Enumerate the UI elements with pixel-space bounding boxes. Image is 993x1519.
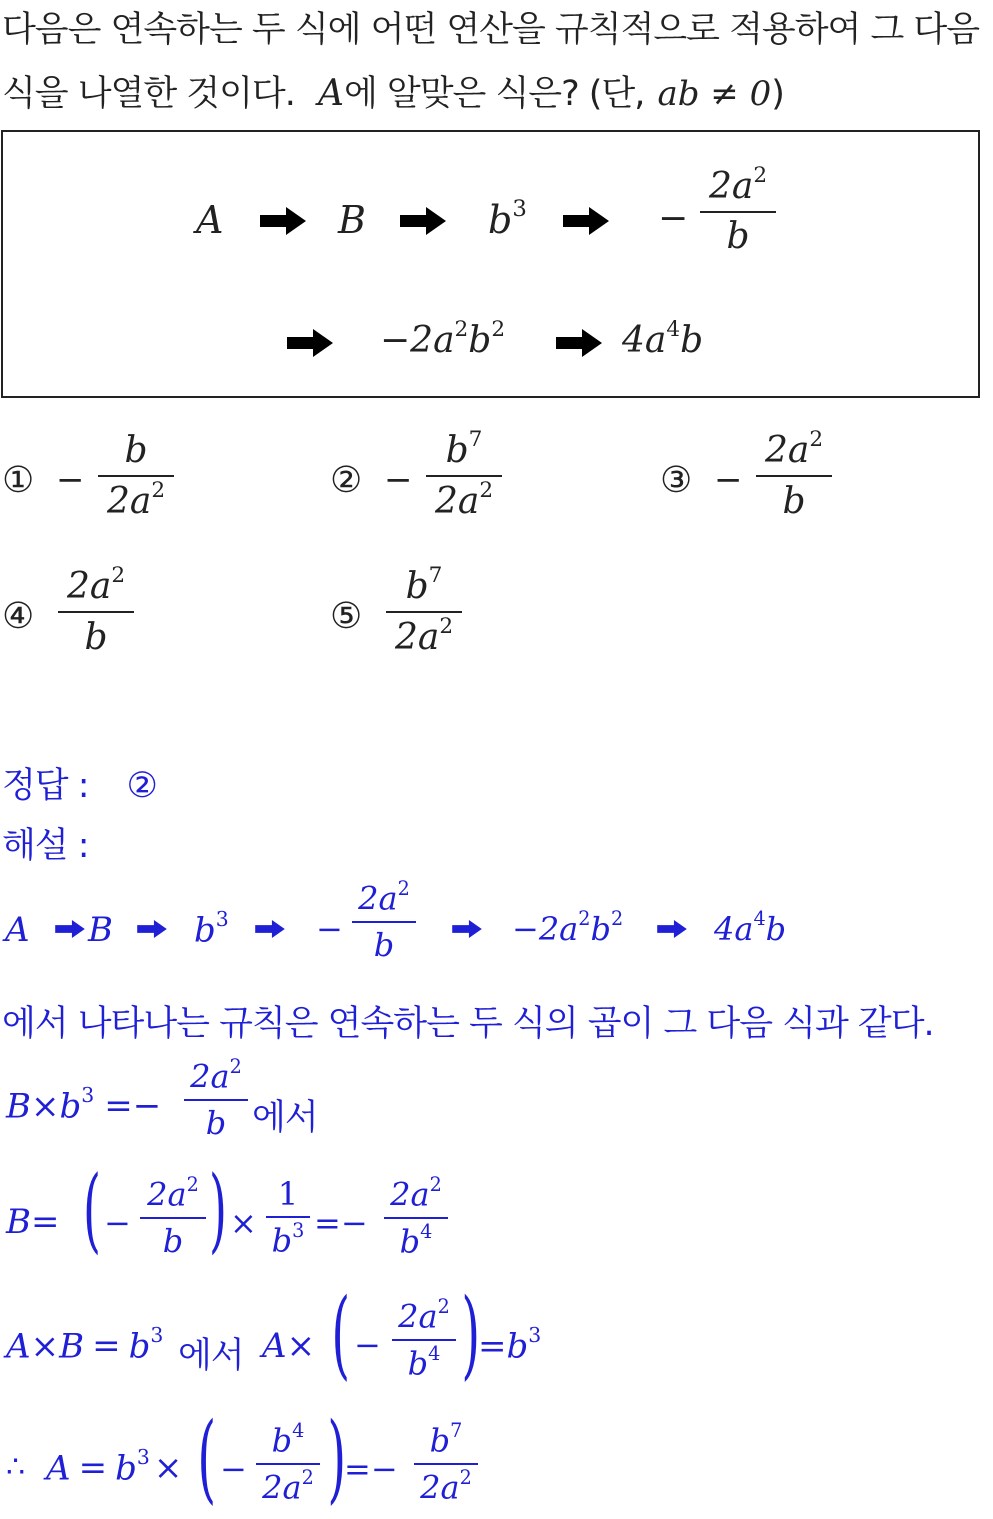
seq-fraction: $2a^2$ b	[700, 168, 776, 255]
answer-line: 정답 : ②	[2, 766, 157, 806]
eq4-fraction-2: $b^7$ $2a^2$	[414, 1424, 478, 1503]
eq3-paren-right: )	[461, 1278, 481, 1390]
choice-sign: −	[56, 460, 85, 500]
eq1-tail: 에서	[252, 1098, 318, 1138]
seq-minus: −	[658, 198, 689, 239]
eq2-equals: =−	[314, 1204, 368, 1242]
eq3-lhs: $A\times B = b^3$	[6, 1322, 164, 1367]
arrow-icon	[400, 207, 446, 235]
eq2-times: ×	[230, 1204, 257, 1242]
eq1-fraction: $2a^2$ b	[184, 1060, 248, 1139]
seq-term6: $4a^4b$	[622, 316, 704, 361]
arrow-icon	[452, 920, 482, 938]
question-line-1: 다음은 연속하는 두 식에 어떤 연산을 규칙적으로 적용하여 그 다음	[2, 10, 980, 50]
choice-sign: −	[384, 460, 413, 500]
exp-seq-B: B	[88, 910, 113, 950]
eq2-paren-left: (	[82, 1156, 101, 1263]
eq1-lhs: $B\times b^3$ =−	[6, 1082, 162, 1127]
question-line-2: 식을 나열한 것이다. A에 알맞은 식은? (단, ab ≠ 0)	[2, 73, 784, 114]
exp-seq-minus: −	[316, 910, 343, 948]
choice-mark: ③	[660, 460, 693, 501]
eq4-lhs: $A = b^3$ ×	[46, 1444, 183, 1489]
seq-term5: $-2a^2b^2$	[380, 316, 506, 361]
eq2-lhs: B=	[6, 1202, 60, 1242]
arrow-icon	[287, 329, 333, 357]
choice-fraction: $2a^2$ b	[58, 568, 134, 656]
arrow-icon	[255, 920, 285, 938]
seq-A: A	[196, 198, 224, 242]
choice-1[interactable]	[2, 430, 302, 540]
choice-mark: ②	[330, 460, 363, 501]
therefore-icon: ∴	[6, 1450, 26, 1485]
eq4-fraction-1: $b^4$ $2a^2$	[256, 1424, 320, 1503]
eq2-fraction-1: $2a^2$ b	[140, 1178, 206, 1257]
choice-5[interactable]	[330, 562, 630, 676]
choice-2[interactable]	[330, 426, 630, 540]
eq2-paren-right: )	[208, 1156, 227, 1263]
arrow-icon	[260, 207, 306, 235]
choice-mark: ①	[2, 460, 35, 501]
seq-B: B	[338, 198, 366, 242]
eq4-paren-right: )	[327, 1402, 347, 1514]
eq3-minus: −	[354, 1326, 381, 1364]
choice-4[interactable]	[2, 562, 302, 676]
eq2-minus: −	[104, 1204, 131, 1242]
eq3-A: A×	[262, 1326, 316, 1366]
choice-fraction: $b^7$ $2a^2$	[426, 432, 502, 520]
choice-fraction: b $2a^2$	[98, 432, 174, 520]
choice-sign: −	[714, 460, 743, 500]
exp-seq-A: A	[5, 910, 30, 950]
arrow-icon	[55, 920, 85, 938]
eq4-equals: =−	[344, 1450, 398, 1488]
choice-fraction: $b^7$ $2a^2$	[386, 568, 462, 656]
arrow-icon	[137, 920, 167, 938]
choice-mark: ④	[2, 596, 35, 637]
arrow-icon	[657, 920, 687, 938]
choice-fraction: $2a^2$ b	[756, 432, 832, 520]
eq3-mid: 에서	[178, 1336, 244, 1376]
seq-b3: $b^3$	[488, 195, 527, 242]
eq3-paren-left: (	[331, 1278, 351, 1390]
exp-seq-term5: $-2a^2b^2$	[512, 907, 624, 948]
arrow-icon	[556, 329, 602, 357]
explanation-label: 해설 :	[2, 826, 89, 866]
exp-seq-b3: $b^3$	[194, 906, 229, 951]
eq3-fraction: $2a^2$ $b^4$	[392, 1300, 456, 1379]
explanation-rule: 에서 나타나는 규칙은 연속하는 두 식의 곱이 그 다음 식과 같다.	[2, 1004, 934, 1044]
choice-3[interactable]	[660, 426, 960, 540]
exp-seq-fraction: $2a^2$ b	[352, 882, 416, 961]
eq4-paren-left: (	[197, 1402, 217, 1514]
eq3-rhs: $=b^3$	[478, 1322, 542, 1367]
choice-mark: ⑤	[330, 596, 363, 637]
eq2-fraction-2: 1 $b^3$	[266, 1178, 310, 1257]
eq2-fraction-3: $2a^2$ $b^4$	[384, 1178, 448, 1257]
exp-seq-term6: $4a^4b$	[714, 907, 787, 948]
arrow-icon	[563, 207, 609, 235]
eq4-minus: −	[220, 1450, 247, 1488]
